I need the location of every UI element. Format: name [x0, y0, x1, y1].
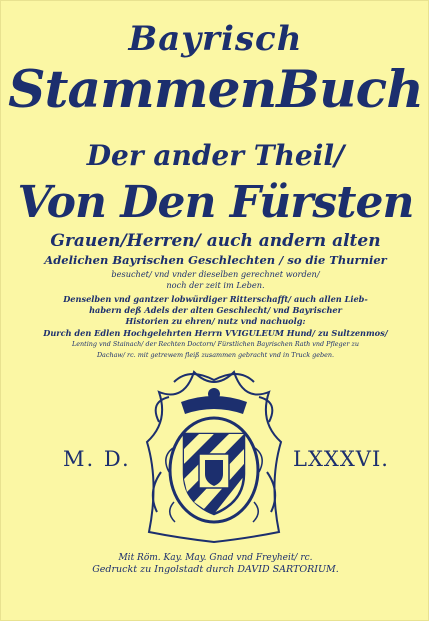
- body-line-12: Durch den Edlen Hochgelehrten Herrn VVIGULEUM Hund/ zu Sultzenmos/: [43, 328, 388, 338]
- year-right: LXXXVI.: [293, 447, 389, 471]
- body-line-13: Lenting vnd Stainach/ der Rechten Doctorn/ Fürstlichen Bayrischen Rath vnd Pfleger zu: [72, 340, 359, 348]
- body-line-10: habern deß Adels der alten Geschlecht/ vnd Bayrischer: [89, 305, 342, 315]
- title-line-3: Der ander Theil/: [86, 139, 345, 172]
- body-line-9: Denselben vnd gantzer lobwürdiger Ritterschafft/ auch allen Lieb-: [63, 294, 368, 304]
- title-line-4: Von Den Fürsten: [17, 177, 414, 228]
- imprint-printer: Gedruckt zu Ingolstadt durch DAVID SARTORIUM.: [92, 564, 339, 575]
- title-line-1: Bayrisch: [128, 19, 303, 59]
- imprint-privilege: Mit Röm. Kay. May. Gnad vnd Freyheit/ rc.: [118, 553, 313, 563]
- body-line-8: noch der zeit im Leben.: [166, 280, 265, 290]
- body-line-11: Historien zu ehren/ nutz vnd nachuolg:: [125, 316, 306, 326]
- coat-of-arms-icon: [139, 362, 289, 546]
- body-line-14: Dachaw/ rc. mit getrewem fleiß zusammen gebracht vnd in Truck geben.: [96, 351, 335, 359]
- body-line-5: Grauen/Herren/ auch andern alten: [50, 231, 381, 251]
- title-line-2: StammenBuch: [8, 59, 423, 120]
- body-line-6: Adelichen Bayrischen Geschlechten / so die Thurnier: [44, 253, 387, 267]
- year-left: M. D.: [63, 447, 131, 471]
- body-line-7: besuchet/ vnd vnder dieselben gerechnet worden/: [111, 269, 320, 279]
